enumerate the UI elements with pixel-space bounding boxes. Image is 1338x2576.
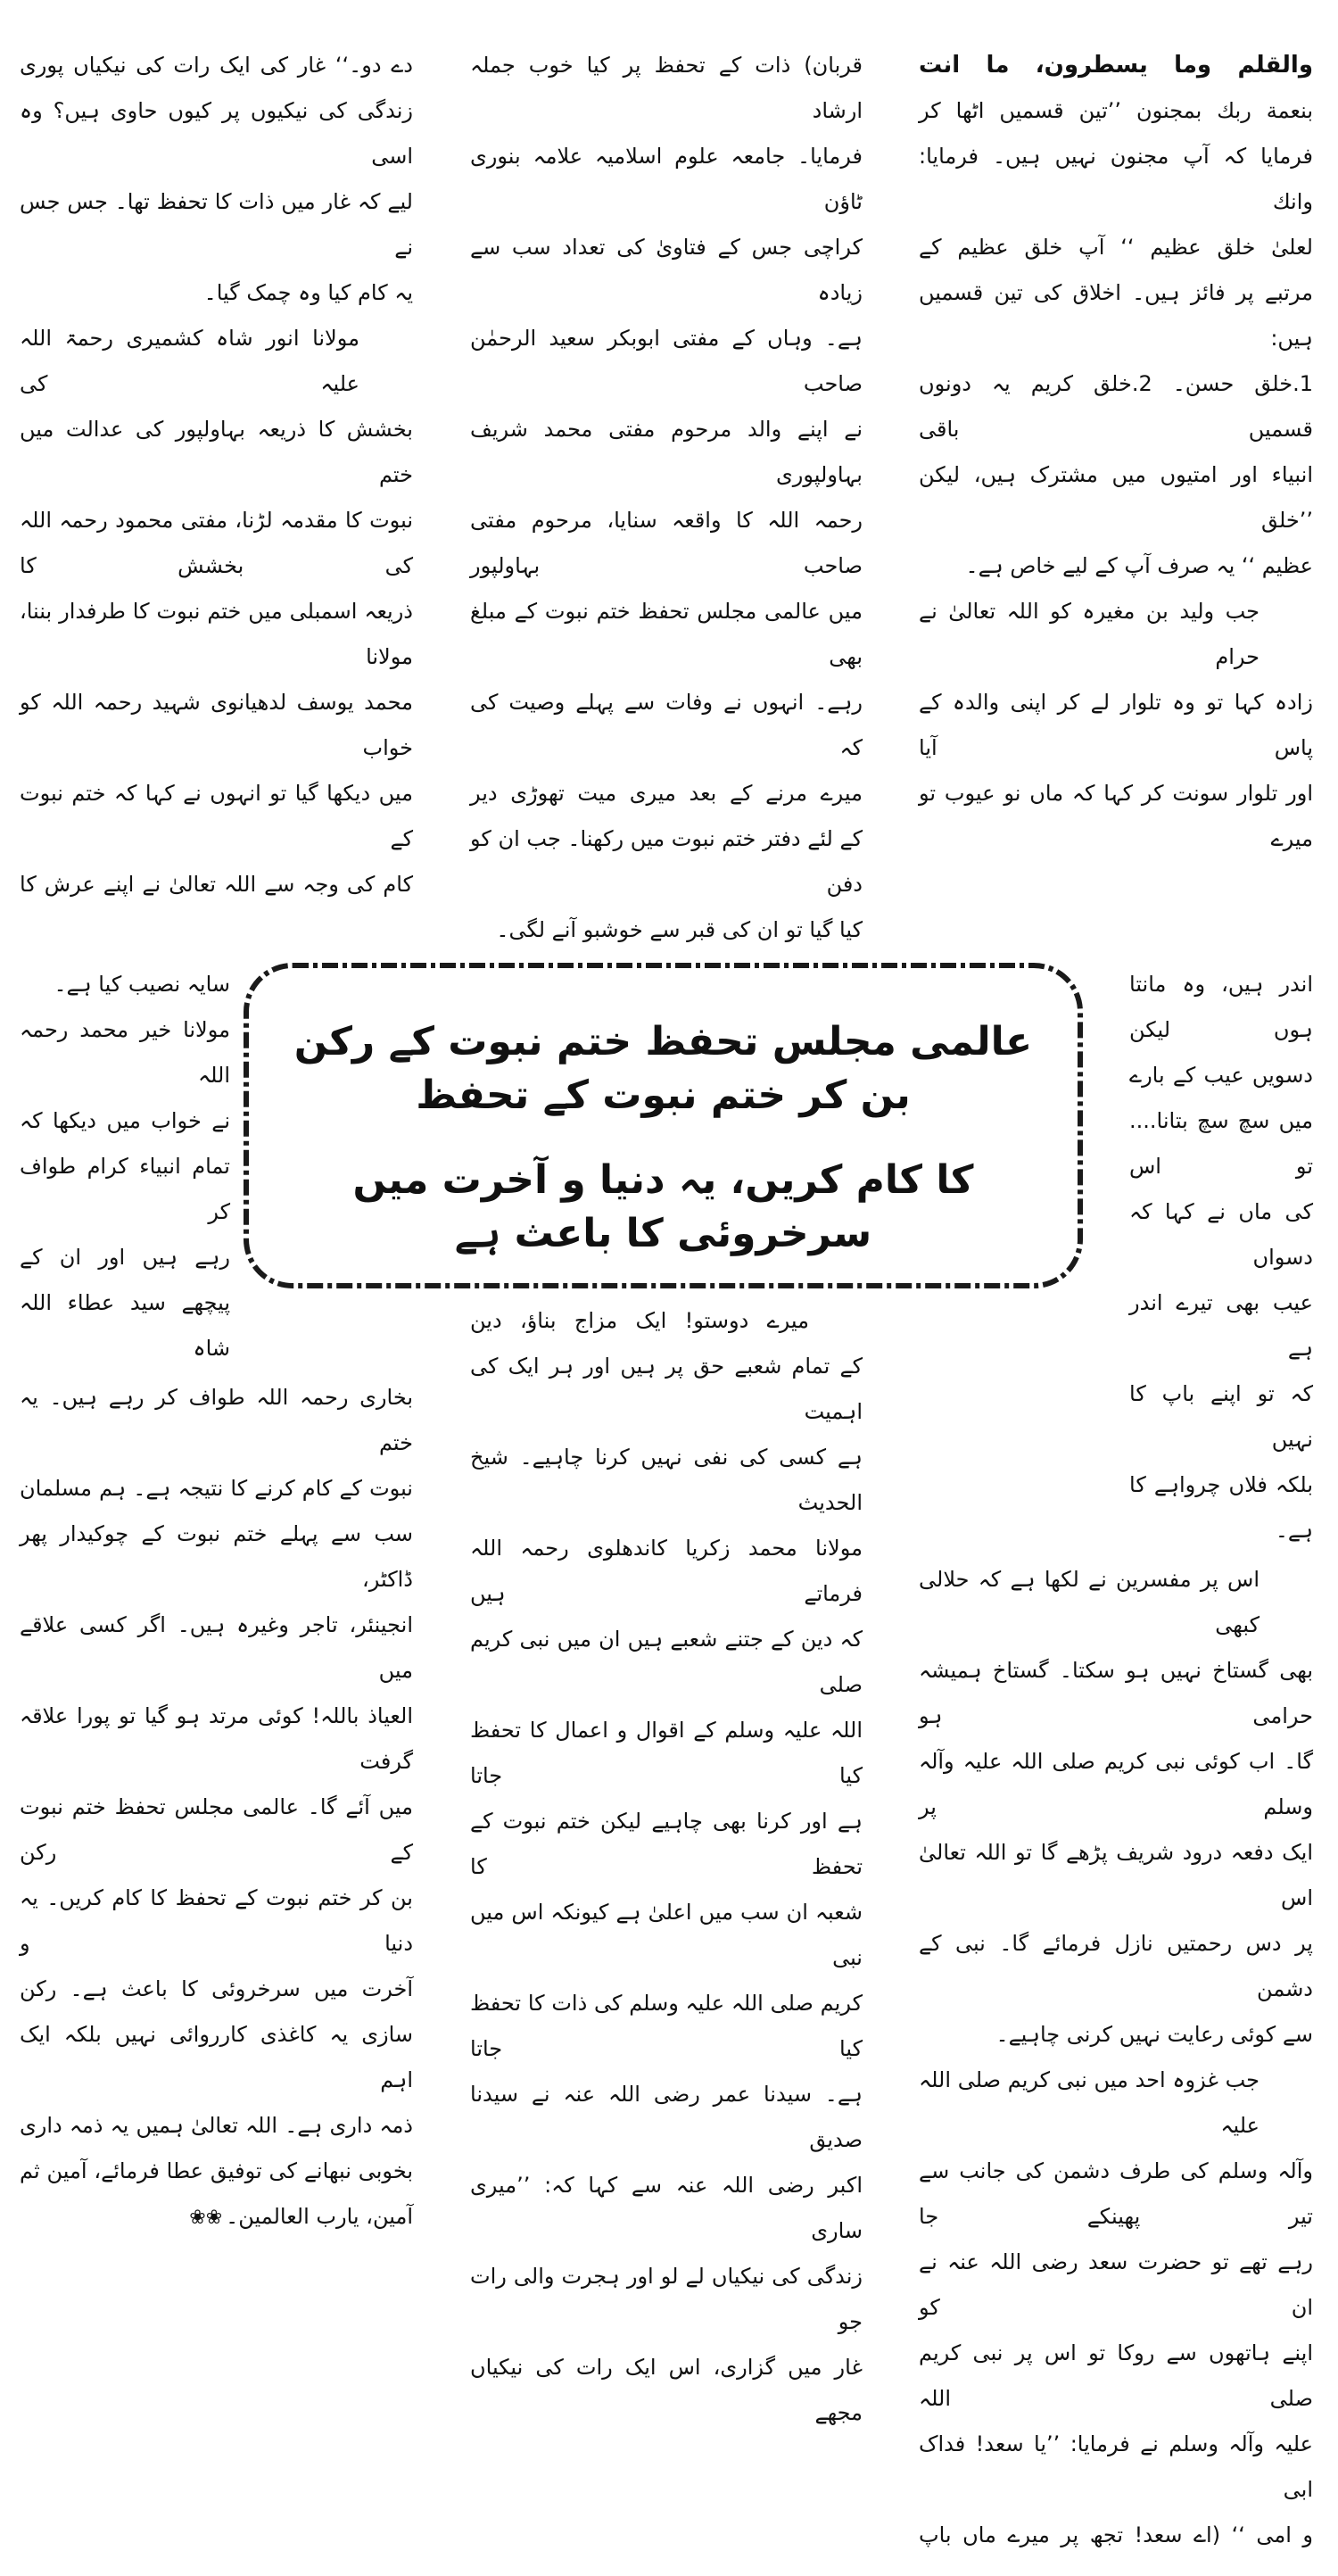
text-line-content: فرمایا۔ جامعہ علوم اسلامیہ علامہ بنوری ٹاؤن	[470, 144, 863, 214]
right-column-top-block	[919, 43, 1313, 862]
text-line	[20, 1512, 413, 1603]
text-line-content: کام کی وجہ سے اللہ تعالیٰ نے اپنے عرش کا	[20, 872, 413, 897]
text-line	[20, 1144, 230, 1235]
text-line	[20, 862, 413, 907]
text-line	[1129, 1098, 1313, 1189]
text-line-content: کے تمام شعبے حق پر ہیں اور ہر ایک کی اہمیت	[470, 1354, 863, 1424]
text-line	[470, 2163, 863, 2254]
text-line-content: کہ دین کے جتنے شعبے ہیں ان میں نبی کریم صلی	[470, 1627, 863, 1697]
text-line-content: ذریعہ اسمبلی میں ختم نبوت کا طرفدار بننا، مولانا	[20, 599, 413, 669]
text-line	[470, 1526, 863, 1617]
text-line	[20, 1694, 413, 1785]
text-line-content: عیب بھی تیرے اندر ہے	[1129, 1290, 1313, 1361]
middle-column-top-block	[470, 43, 863, 953]
text-line	[470, 1298, 863, 1344]
text-line-content: ہے کسی کی نفی نہیں کرنا چاہیے۔ شیخ الحدیث	[470, 1445, 863, 1515]
text-line-content: بخاری رحمہ اللہ طواف کر رہے ہیں۔ یہ ختم	[20, 1385, 413, 1455]
text-line	[919, 589, 1313, 680]
text-line-content: زندگی کی نیکیاں لے لو اور ہجرت والی رات جو	[470, 2264, 863, 2334]
text-line-content: عظیم ‘‘ یہ صرف آپ کے لیے خاص ہے۔	[965, 553, 1313, 578]
text-line	[919, 225, 1313, 270]
text-line	[919, 361, 1313, 452]
text-line-content: رحمہ اللہ کا واقعہ سنایا، مرحوم مفتی صاحب بہاولپور	[470, 508, 863, 578]
text-line	[919, 1739, 1313, 1830]
text-line-content: تمام انبیاء کرام طواف کر	[20, 1154, 230, 1224]
text-line	[20, 680, 413, 771]
text-line	[919, 270, 1313, 361]
text-line	[20, 498, 413, 589]
text-line-content: اور تلوار سونت کر کہا کہ ماں نو عیوب تو میرے	[919, 781, 1313, 851]
text-line-content: رہے۔ انہوں نے وفات سے پہلے وصیت کی کہ	[470, 690, 863, 760]
text-line	[20, 1967, 413, 2012]
text-line	[1129, 1189, 1313, 1280]
text-line	[1129, 1371, 1313, 1462]
text-line	[20, 962, 230, 1007]
text-line-content: علیہ وآلہ وسلم نے فرمایا: ’’یا سعد! فداک ابی	[919, 2431, 1313, 2502]
text-line	[20, 1280, 230, 1371]
text-line-content: نے اپنے والد مرحوم مفتی محمد شریف بہاولپوری	[470, 417, 863, 487]
text-line	[470, 907, 863, 953]
text-line	[470, 680, 863, 771]
text-line-content: کراچی جس کے فتاویٰ کی تعداد سب سے زیادہ	[470, 235, 863, 305]
text-line	[470, 1617, 863, 1708]
text-line-content: انبیاء اور امتیوں میں مشترک ہیں، لیکن ’’خلق	[919, 462, 1313, 533]
text-line	[1129, 1462, 1313, 1553]
pull-quote-line-1: عالمی مجلس تحفظ ختم نبوت کے رکن بن کر ختم نبوت کے تحفظ	[293, 1019, 1033, 1118]
text-line	[1129, 962, 1313, 1053]
text-line-content: زندگی کی نیکیوں پر کیوں حاوی ہیں؟ وہ اسی	[20, 98, 413, 169]
text-line-content: رہے تھے تو حضرت سعد رضی اللہ عنہ نے ان کو	[919, 2249, 1313, 2320]
text-line-content: گا۔ اب کوئی نبی کریم صلی اللہ علیہ وآلہ وسلم پر	[919, 1749, 1313, 1819]
text-line	[919, 1921, 1313, 2012]
text-line-content: پر دس رحمتیں نازل فرمائے گا۔ نبی کے دشمن	[919, 1931, 1313, 2001]
text-line	[470, 498, 863, 589]
text-line	[919, 680, 1313, 771]
text-line	[470, 407, 863, 498]
text-line	[919, 134, 1313, 225]
text-line-content: میرے دوستو! ایک مزاج بناؤ، دین	[470, 1308, 809, 1333]
text-line	[1129, 1280, 1313, 1371]
text-line-content: نے خواب میں دیکھا کہ	[20, 1108, 230, 1133]
text-line-content: کریم صلی اللہ علیہ وسلم کی ذات کا تحفظ کیا جاتا	[470, 1991, 863, 2061]
text-line-content: 1.خلق حسن۔ 2.خلق کریم یہ دونوں قسمیں باقی	[919, 371, 1314, 442]
text-line-content: لعلیٰ خلق عظیم ‘‘ آپ خلق عظیم کے	[919, 235, 1313, 260]
text-line-content: سب سے پہلے ختم نبوت کے چوکیدار پھر ڈاکٹر،	[20, 1521, 413, 1592]
text-line-content: انجینئر، تاجر وغیرہ ہیں۔ اگر کسی علاقے میں	[20, 1612, 413, 1683]
text-line	[470, 1435, 863, 1526]
text-line	[919, 1557, 1313, 1648]
text-line	[1129, 1053, 1313, 1098]
text-line-content: بنعمة ربك بمجنون ’’تین قسمیں اٹھا کر	[919, 98, 1313, 123]
text-line-content: میں دیکھا گیا تو انہوں نے کہا کہ ختم نبوت کے	[20, 781, 413, 851]
pull-quote-box	[243, 962, 1084, 1289]
text-line	[20, 1098, 230, 1144]
text-line-content: مولانا انور شاہ کشمیری رحمۃ اللہ علیہ کی	[20, 326, 359, 396]
text-line	[919, 771, 1313, 862]
right-column-narrow-block	[1129, 962, 1313, 1553]
text-line	[919, 2240, 1313, 2331]
text-line	[919, 543, 1313, 589]
text-line	[20, 179, 413, 270]
text-line-content: ہے اور کرنا بھی چاہیے لیکن ختم نبوت کے تحفظ کا	[470, 1809, 863, 1879]
text-line	[470, 2254, 863, 2345]
text-line-content: مولانا محمد زکریا کاندھلوی رحمہ اللہ فرماتے ہیں	[470, 1536, 863, 1606]
text-line-content: وآلہ وسلم کی طرف دشمن کی جانب سے تیر پھینکے جا	[919, 2158, 1313, 2229]
text-line-content: اللہ علیہ وسلم کے اقوال و اعمال کا تحفظ کیا جاتا	[470, 1718, 863, 1788]
text-line	[919, 2422, 1313, 2513]
text-line-content: اکبر رضی اللہ عنہ سے کہا کہ: ’’میری ساری	[470, 2173, 863, 2243]
text-line-content: اس پر مفسرین نے لکھا ہے کہ حلالی کبھی	[919, 1567, 1260, 1637]
text-line-content: بن کر ختم نبوت کے تحفظ کا کام کریں۔ یہ دنیا و	[20, 1885, 413, 1956]
text-line-content: محمد یوسف لدھیانوی شہید رحمہ اللہ کو خواب	[20, 690, 413, 760]
text-line-content: کیا گیا تو ان کی قبر سے خوشبو آنے لگی۔	[496, 917, 863, 942]
left-column-top-block	[20, 43, 413, 907]
text-line	[20, 270, 413, 316]
text-line	[470, 2345, 863, 2436]
text-line	[919, 2331, 1313, 2422]
text-line	[20, 1466, 413, 1512]
text-line	[470, 1981, 863, 2072]
text-line	[470, 589, 863, 680]
text-line-content: زادہ کہا تو وہ تلوار لے کر اپنی والدہ کے پاس آیا	[919, 690, 1313, 760]
text-line	[470, 1890, 863, 1981]
text-line-content: ذمہ داری ہے۔ اللہ تعالیٰ ہمیں یہ ذمہ داری	[20, 2113, 413, 2138]
text-line	[20, 1603, 413, 1694]
text-line-content: میں سچ سچ بتانا.... تو اس	[1129, 1108, 1313, 1179]
text-line-content: کی ماں نے کہا کہ دسواں	[1129, 1199, 1313, 1270]
text-line-content: اپنے ہاتھوں سے روکا تو اس پر نبی کریم صلی اللہ	[919, 2340, 1313, 2411]
text-line-content: بھی گستاخ نہیں ہو سکتا۔ گستاخ ہمیشہ حرامی ہو	[919, 1658, 1313, 1728]
text-line-content: پیچھے سید عطاء اللہ شاہ	[20, 1290, 230, 1361]
text-line-content: سے کوئی رعایت نہیں کرنی چاہیے۔	[995, 2022, 1313, 2047]
left-column-narrow-block	[20, 962, 230, 1371]
text-line-content: مرتبے پر فائز ہیں۔ اخلاق کی تین قسمیں ہیں:	[919, 280, 1313, 351]
text-line-content: غار میں گزاری، اس ایک رات کی نیکیاں مجھے	[470, 2355, 863, 2425]
text-line-content: کے لئے دفتر ختم نبوت میں رکھنا۔ جب ان کو دفن	[470, 826, 863, 897]
text-line	[919, 2513, 1313, 2558]
text-line	[470, 1708, 863, 1799]
text-line-content: ہے۔ سیدنا عمر رضی اللہ عنہ نے سیدنا صدیق	[470, 2082, 863, 2152]
text-line-content: قربان) ذات کے تحفظ پر کیا خوب جملہ ارشاد	[470, 53, 863, 123]
text-line-content: فرمایا کہ آپ مجنون نہیں ہیں۔ فرمایا: وانك	[919, 144, 1313, 214]
text-line	[470, 134, 863, 225]
text-line	[470, 2072, 863, 2163]
middle-column-bottom-block	[470, 1298, 863, 2436]
text-line-content: بلکہ فلاں چرواہے کا ہے۔	[1129, 1472, 1313, 1543]
text-line	[20, 1785, 413, 1876]
text-line	[20, 43, 413, 88]
text-line	[470, 816, 863, 907]
text-line	[919, 1648, 1313, 1739]
text-line-content: ایک دفعہ درود شریف پڑھے گا تو اللہ تعالیٰ اس	[919, 1840, 1313, 1910]
text-line	[919, 43, 1313, 88]
text-line-content: دے دو۔‘‘ غار کی ایک رات کی نیکیاں پوری	[20, 53, 413, 78]
text-line-content: آخرت میں سرخروئی کا باعث ہے۔ رکن	[20, 1976, 413, 2001]
end-ornament-icon: ❀❀	[189, 2207, 223, 2229]
text-line-content: میں آئے گا۔ عالمی مجلس تحفظ ختم نبوت کے رکن	[20, 1794, 413, 1865]
text-line-content: جب غزوہ احد میں نبی کریم صلی اللہ علیہ	[919, 2067, 1260, 2138]
left-column-bottom-block	[20, 1375, 413, 2241]
text-line	[20, 589, 413, 680]
text-line	[470, 43, 863, 134]
text-line	[20, 1007, 230, 1098]
text-line-content: کہ تو اپنے باپ کا نہیں	[1129, 1381, 1313, 1452]
text-line	[20, 2149, 413, 2194]
text-line	[919, 2058, 1313, 2149]
text-line-content: رہے ہیں اور ان کے	[20, 1245, 230, 1270]
text-line	[470, 771, 863, 816]
text-line-content: اندر ہیں، وہ مانتا ہوں لیکن	[1129, 972, 1313, 1042]
text-line-content: بخشش کا ذریعہ بہاولپور کی عدالت میں ختم	[20, 417, 413, 487]
text-line	[20, 2103, 413, 2149]
text-line-content: لیے کہ غار میں ذات کا تحفظ تھا۔ جس جس نے	[20, 189, 413, 260]
text-line	[20, 88, 413, 179]
text-line	[20, 407, 413, 498]
text-line-content: جب ولید بن مغیرہ کو اللہ تعالیٰ نے حرام	[919, 599, 1260, 669]
text-line	[919, 88, 1313, 134]
text-line-content: العیاذ باللہ! کوئی مرتد ہو گیا تو پورا علاقہ گرفت	[20, 1703, 413, 1774]
text-line	[20, 316, 413, 407]
text-line-content: سایہ نصیب کیا ہے۔	[54, 972, 230, 997]
text-line-content: والقلم وما یسطرون، ما انت	[919, 52, 1313, 79]
text-line-content: میرے مرنے کے بعد میری میت تھوڑی دیر	[470, 781, 863, 806]
right-column-bottom-block	[919, 1557, 1313, 2558]
text-line-content: و امی ‘‘ (اے سعد! تجھ پر میرے ماں باپ	[919, 2522, 1313, 2547]
text-line-content: دسویں عیب کے بارے	[1129, 1063, 1313, 1088]
text-line	[20, 1876, 413, 1967]
text-line-content: میں عالمی مجلس تحفظ ختم نبوت کے مبلغ بھی	[470, 599, 863, 669]
text-line	[470, 225, 863, 316]
text-line-content: بخوبی نبھانے کی توفیق عطا فرمائے، آمین ثم	[20, 2158, 413, 2183]
text-line-content: نبوت کے کام کرنے کا نتیجہ ہے۔ ہم مسلمان	[20, 1476, 413, 1501]
text-line	[470, 316, 863, 407]
text-line	[919, 2012, 1313, 2058]
text-line	[20, 1375, 413, 1466]
text-line-content: یہ کام کیا وہ چمک گیا۔	[203, 280, 413, 305]
text-line	[919, 452, 1313, 543]
text-line	[470, 1344, 863, 1435]
text-line	[919, 1830, 1313, 1921]
text-line	[20, 771, 413, 862]
text-line	[20, 1235, 230, 1280]
text-line	[20, 2012, 413, 2103]
text-line	[470, 1799, 863, 1890]
text-line-content: مولانا خیر محمد رحمہ اللہ	[20, 1017, 230, 1088]
text-line-content: شعبہ ان سب میں اعلیٰ ہے کیونکہ اس میں نبی	[470, 1900, 863, 1970]
text-line	[919, 2149, 1313, 2240]
text-line-content: نبوت کا مقدمہ لڑنا، مفتی محمود رحمہ اللہ کی بخشش کا	[20, 508, 413, 578]
text-line-content: سازی یہ کاغذی کارروائی نہیں بلکہ ایک اہم	[20, 2022, 413, 2092]
text-line-content: ہے۔ وہاں کے مفتی ابوبکر سعید الرحمٰن صاحب	[470, 326, 863, 396]
text-line-content: آمین، یارب العالمین۔	[226, 2204, 413, 2229]
text-line	[20, 2194, 413, 2241]
pull-quote-line-2: کا کام کریں، یہ دنیا و آخرت میں سرخروئی کا باعث ہے	[352, 1157, 974, 1256]
